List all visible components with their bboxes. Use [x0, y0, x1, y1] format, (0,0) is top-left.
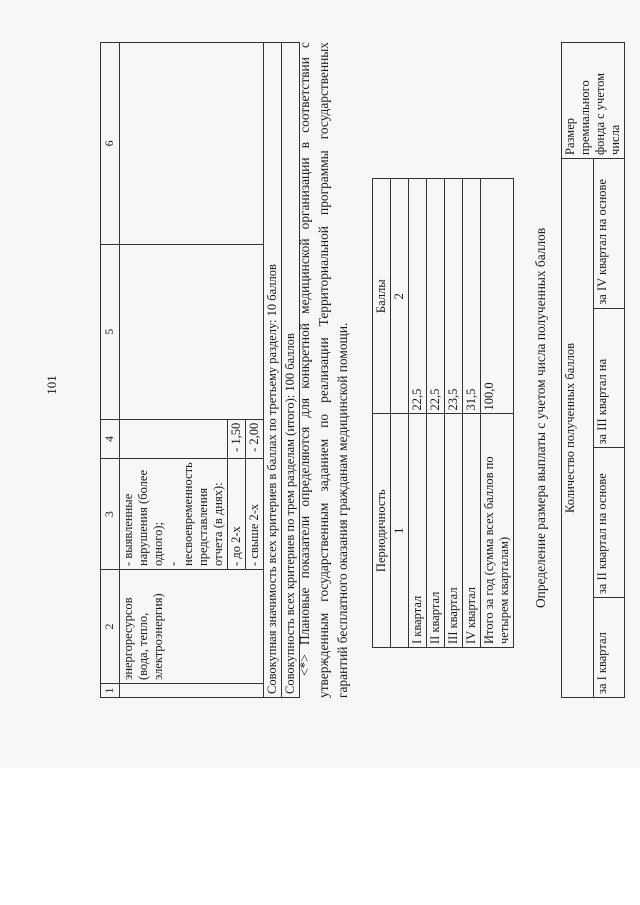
header-cell: 3: [101, 459, 120, 570]
quarter-header: за IV квартал на основе: [593, 158, 625, 308]
table-cell: [120, 684, 264, 698]
header-cell: 6: [101, 43, 120, 245]
score-cell: 23,5: [445, 179, 463, 414]
score-cell: 22,5: [409, 179, 427, 414]
premium-fund-header: Размер премиального фонда с учетом числа: [562, 43, 625, 159]
subheader-cell: 2: [391, 179, 409, 414]
header-cell: 5: [101, 244, 120, 419]
quarter-header: за II квартал на основе: [593, 448, 625, 598]
table-row: [445, 179, 463, 648]
criteria-table: [100, 42, 300, 698]
criteria-row: [120, 43, 228, 698]
table-row: [427, 179, 445, 648]
violation-item: - выявленные нарушения (более одного);: [121, 469, 165, 566]
period-cell: II квартал: [427, 414, 445, 648]
page-number: 101: [44, 375, 59, 395]
period-header: Периодичность: [373, 414, 391, 648]
table-cell: [120, 43, 264, 245]
summary-section-three: Совокупная значимость всех критериев в баллах по третьему разделу: 10 баллов: [264, 43, 282, 698]
period-cell: I квартал: [409, 414, 427, 648]
score-cell: 100,0: [481, 179, 514, 414]
table-cell: [120, 419, 228, 459]
summary-row: [264, 43, 282, 698]
points-group-header: Количество полученных баллов: [562, 158, 594, 697]
score-table-header: [373, 179, 391, 648]
header-cell: 1: [101, 684, 120, 698]
penalty-value: - 2,00: [246, 419, 264, 459]
period-cell: III квартал: [445, 414, 463, 648]
payment-table-header: [562, 43, 594, 698]
quarter-header: за I квартал: [593, 598, 625, 698]
score-header: Баллы: [373, 179, 391, 414]
violations-cell: [120, 459, 228, 570]
table-row: [481, 179, 514, 648]
score-table-subheader: [391, 179, 409, 648]
period-item: - свыше 2-х: [246, 459, 264, 570]
penalty-value: - 1,50: [228, 419, 246, 459]
header-cell: 2: [101, 569, 120, 683]
score-cell: 31,5: [463, 179, 481, 414]
footnote: [295, 42, 352, 698]
quarter-header: за III квартал на: [593, 308, 625, 448]
resources-cell: энергоресурсов (вода, тепло, электроэнергия): [120, 569, 264, 683]
period-item: - до 2-х: [228, 459, 246, 570]
payment-caption: Определение размера выплаты с учетом числа полученных баллов: [533, 227, 548, 608]
score-cell: 22,5: [427, 179, 445, 414]
payment-table: [561, 42, 625, 698]
summary-total: Совокупность всех критериев по трем разделам (итого): 100 баллов: [282, 43, 300, 698]
header-cell: 4: [101, 419, 120, 459]
criteria-table-header: [101, 43, 120, 698]
table-row: [409, 179, 427, 648]
period-cell: IV квартал: [463, 414, 481, 648]
footnote-text: <*> Плановые показатели определяются для конкретной медицинской организации в соответствии с утвержденным государственным заданием по реализации Территориальной программы государственных гарантий бесплатного оказания гражданам медицинской помощи.: [297, 42, 350, 698]
violation-item: - несвоевременность представления отчета (в днях):: [166, 462, 225, 566]
table-cell: [120, 244, 264, 419]
subheader-cell: 1: [391, 414, 409, 648]
table-row: [463, 179, 481, 648]
score-table: [372, 178, 514, 648]
period-cell: Итого за год (сумма всех баллов по четырем кварталам): [481, 414, 514, 648]
